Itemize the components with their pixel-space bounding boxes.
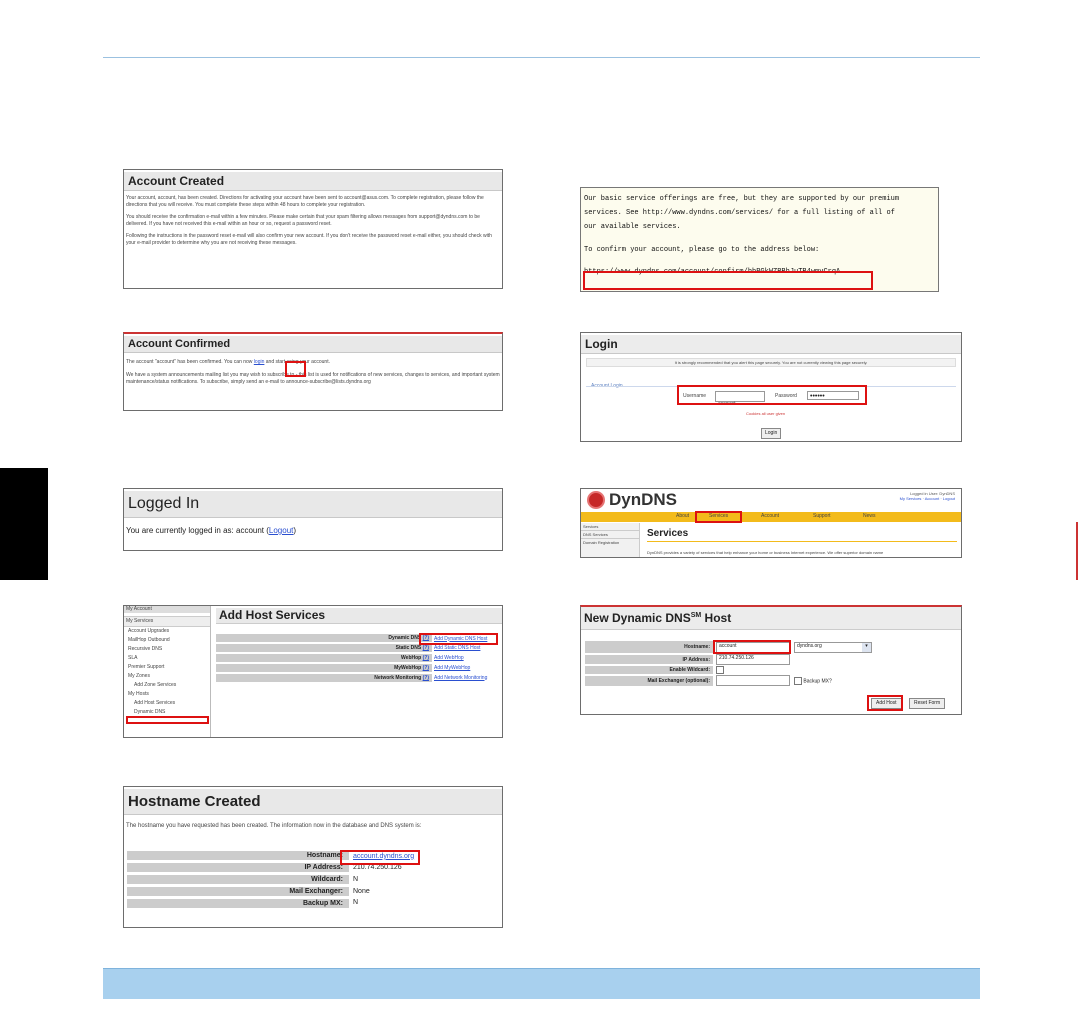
account-created-p1: Your account, account, has been created. Directions for activating your account have been sent to account@asus.com. To complete registration, please follow the directions that you will receive. You must complete these steps within 48 hours to complete your registration. <box>126 195 484 208</box>
chevron-down-icon: ▾ <box>862 643 871 652</box>
table-row <box>216 673 498 682</box>
email-line-4: To confirm your account, please go to the address below: <box>584 246 820 254</box>
side-account-upgrades[interactable]: Account Upgrades <box>128 628 170 634</box>
dynamic-dns-link-highlight <box>419 633 498 645</box>
service-name: Dynamic DNS (?) <box>216 634 432 643</box>
side-my-services[interactable]: My Services <box>124 616 210 627</box>
hostname-highlight <box>713 640 791 654</box>
add-host-button-highlight <box>867 695 903 711</box>
nav-support[interactable]: Support <box>813 513 831 519</box>
services-tab-highlight <box>695 511 742 523</box>
side-services[interactable]: Services <box>581 523 639 531</box>
table-row <box>127 886 499 898</box>
mail-exchanger-label: Mail Exchanger (optional): <box>585 675 713 686</box>
account-created-screenshot <box>123 169 503 289</box>
confirm-url-link[interactable]: https://www.dyndns.com/account/confirm/hhRGkWZBBhJuTB4wmvCrqA <box>584 268 841 276</box>
hostname-details-table <box>127 851 499 908</box>
dyndns-logo-icon <box>587 491 605 509</box>
table-row <box>216 653 498 663</box>
backup-mx-checkbox[interactable] <box>794 677 802 685</box>
nav-services[interactable]: Services <box>709 513 729 519</box>
nav-about[interactable]: About <box>676 513 690 519</box>
hostname-created-text: The hostname you have requested has been created. The information now in the database and DNS system is: <box>126 823 422 829</box>
confirmed-text-b: and start using your account. <box>265 359 330 365</box>
add-webhop-link[interactable]: Add WebHop <box>434 655 464 661</box>
dyndns-services-screenshot <box>580 488 962 558</box>
hostname-created-title: Hostname Created <box>124 789 502 815</box>
credentials-highlight <box>677 385 867 405</box>
hostname-value: account <box>719 643 737 649</box>
detail-label: IP Address: <box>127 862 349 874</box>
add-mywebhop-link[interactable]: Add MyWebHop <box>434 665 471 671</box>
side-dns-services[interactable]: DNS Services <box>581 531 639 539</box>
cookies-note: Cookies all user given <box>746 411 786 416</box>
hostname-label: Hostname: <box>585 641 713 654</box>
table-row <box>127 898 499 909</box>
logged-in-msg: You are currently logged in as: account ( <box>126 526 269 535</box>
detail-label: Backup MX: <box>127 898 349 909</box>
detail-value: N <box>353 899 359 907</box>
account-confirmed-screenshot <box>123 332 503 411</box>
add-dynamic-dns-link[interactable]: Add Dynamic DNS Host <box>434 635 488 642</box>
side-mailhop[interactable]: MailHop Outbound <box>128 637 170 643</box>
url-highlight <box>583 271 873 290</box>
top-rule <box>103 57 980 58</box>
service-name: Static DNS (?) <box>216 643 432 653</box>
domain-select-value: dyndns.org <box>797 643 822 649</box>
logged-in-close: ) <box>293 526 297 535</box>
reset-form-button[interactable]: Reset Form <box>909 698 945 709</box>
dyndns-user: Logged in User: DynDNS <box>910 491 955 496</box>
account-confirmed-p1 <box>124 353 502 366</box>
backup-mx-label: Backup MX? <box>803 677 832 684</box>
wildcard-label: Enable Wildcard: <box>585 665 713 675</box>
detail-label: Mail Exchanger: <box>127 886 349 898</box>
mail-exchanger-input[interactable] <box>716 675 790 686</box>
hostname-created-screenshot <box>123 786 503 928</box>
side-dynamic-dns[interactable]: Dynamic DNS <box>134 709 166 715</box>
add-static-dns-link[interactable]: Add Static DNS Host <box>434 645 481 651</box>
side-add-host-services[interactable]: Add Host Services <box>134 700 176 706</box>
side-my-account[interactable]: My Account <box>124 606 210 613</box>
account-created-title: Account Created <box>124 172 502 191</box>
login-button[interactable]: Login <box>761 428 781 439</box>
table-row <box>216 663 498 673</box>
logged-in-text <box>124 518 502 543</box>
add-network-monitoring-link[interactable]: Add Network Monitoring <box>434 674 488 681</box>
login-title: Login <box>581 335 961 354</box>
detail-label: Wildcard: <box>127 874 349 886</box>
add-host-services-screenshot <box>123 605 503 738</box>
email-line-3: our available services. <box>584 223 681 231</box>
confirmed-text-a: The account "account" has been confirmed. You can now <box>126 359 253 365</box>
side-recursive-dns[interactable]: Recursive DNS <box>128 646 163 652</box>
detail-label: Hostname: <box>127 851 349 862</box>
nav-account[interactable]: Account <box>761 513 780 519</box>
add-host-button[interactable]: Add Host <box>871 698 902 709</box>
username-value: account <box>718 401 736 407</box>
password-input[interactable]: •••••• <box>807 391 859 400</box>
logout-link[interactable]: Logout <box>268 526 294 535</box>
login-notice: It is strongly recommended that you alert this page securely. You are not currently viewing this page securely. <box>586 358 956 367</box>
table-row <box>127 862 499 874</box>
detail-value: N <box>353 876 359 883</box>
table-row <box>127 851 499 862</box>
chapter-side-tab <box>0 468 48 580</box>
username-label: Username <box>683 393 707 399</box>
page-footer-bar <box>103 968 980 999</box>
services-heading: Services <box>647 528 689 539</box>
new-dynamic-dns-host-screenshot <box>580 605 962 715</box>
side-sla[interactable]: SLA <box>128 655 138 661</box>
add-host-title: Add Host Services <box>216 608 502 624</box>
add-host-services-highlight <box>126 716 209 724</box>
side-domain-registration[interactable]: Domain Registration <box>583 540 620 545</box>
side-my-hosts[interactable]: My Hosts <box>128 691 149 697</box>
logged-in-title: Logged In <box>124 491 502 518</box>
domain-select[interactable] <box>794 642 872 653</box>
service-name: MyWebHop (?) <box>216 663 432 673</box>
side-premier-support[interactable]: Premier Support <box>128 664 165 670</box>
table-row <box>127 874 499 886</box>
detail-value: 210.74.250.126 <box>353 864 402 871</box>
login-screenshot <box>580 332 962 442</box>
ip-address-label: IP Address: <box>585 654 713 665</box>
ip-address-input[interactable] <box>716 654 790 665</box>
account-confirmed-title: Account Confirmed <box>124 336 502 353</box>
new-host-title: New Dynamic DNS℠ Host <box>581 607 961 630</box>
side-my-zones[interactable]: My Zones <box>128 673 150 679</box>
dyndns-brand: DynDNS <box>609 490 678 509</box>
confirmation-email-screenshot <box>580 187 939 292</box>
account-created-p3: Following the instructions in the password reset e-mail will also confirm your new account. If you don't receive the password reset e-mail either, you should check with your e-mail provider to determine why you are not receiving these messages. <box>126 233 492 246</box>
login-link-highlight <box>285 361 306 377</box>
password-label: Password <box>775 393 797 399</box>
detail-value: None <box>353 888 370 895</box>
services-rule <box>647 541 957 542</box>
account-confirmed-p2: We have a system announcements mailing list you may wish to subscribe to - this list is used for notifications of new services, changes to services, and important system maintenance/status notifications. To subscribe, simply send an e-mail to announce-subscribe@lists.dyndns.org <box>126 372 500 385</box>
hostname-link[interactable]: account.dyndns.org <box>353 852 415 860</box>
hostname-link-highlight <box>340 850 420 865</box>
dyndns-sidebar <box>581 523 640 558</box>
email-line-2: services. See http://www.dyndns.com/services/ for a full listing of all of <box>584 209 895 217</box>
email-line-1: Our basic service offerings are free, but they are supported by our premium <box>584 195 900 203</box>
services-desc: DynDNS provides a variety of services that help enhance your home or business Internet experience. We offer superior domain name <box>647 550 884 555</box>
service-name: WebHop (?) <box>216 653 432 663</box>
side-add-zone[interactable]: Add Zone Services <box>134 682 177 688</box>
account-created-p2: You should receive the confirmation e-mail within a few minutes. Please make certain that your spam filtering allows messages from support@dyndns.com to be delivered. If you have not received this e-mail within an hour or so, request a password reset. <box>126 214 480 227</box>
ip-address-value: 210.74.250.126 <box>719 655 754 661</box>
wildcard-checkbox[interactable] <box>716 666 724 674</box>
logged-in-screenshot <box>123 488 503 551</box>
service-name: Network Monitoring (?) <box>216 673 432 682</box>
login-link[interactable]: login <box>253 359 265 365</box>
nav-news[interactable]: News <box>863 513 876 519</box>
dyndns-nav-bar <box>581 512 961 522</box>
dyndns-user-links[interactable]: My Services · Account · Logout <box>899 496 955 501</box>
